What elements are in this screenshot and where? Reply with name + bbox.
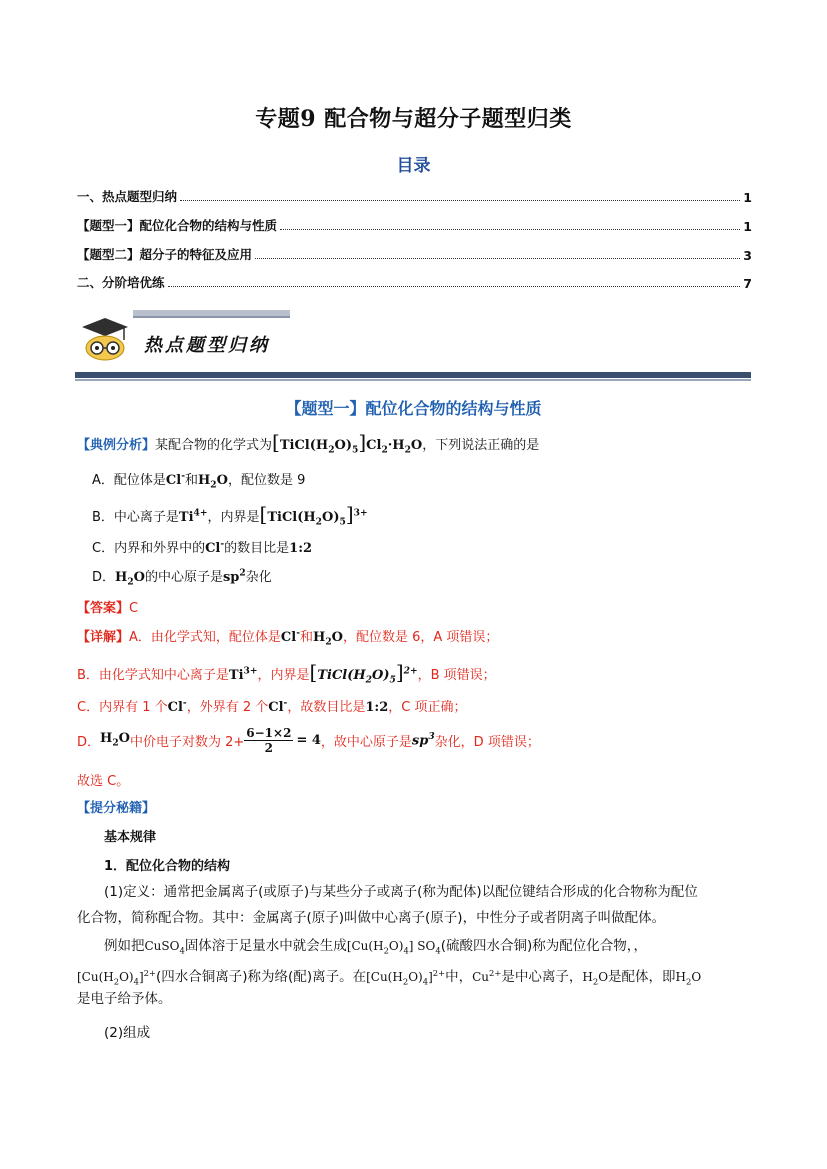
explanation-text: A．由化学式知，配位体是 <box>129 630 281 645</box>
explanation-text: ，外界有 2 个 <box>186 700 269 715</box>
toc-entry[interactable] <box>77 187 752 205</box>
option-d[interactable] <box>92 566 272 588</box>
option-c[interactable] <box>92 537 312 556</box>
ratio-value: 1:2 <box>365 700 389 715</box>
paragraph-text: 是配体，即 <box>608 969 676 985</box>
explanation-text: ，故中心原子是 <box>320 734 412 750</box>
formula-inner-sphere: $[TiCl(H_2O)_5]^{3+}$ <box>259 502 368 528</box>
option-d-mid: 的中心原子是 <box>144 570 223 585</box>
option-a[interactable] <box>92 469 305 491</box>
toc-leader <box>180 200 740 201</box>
explanation-text: C．内界有 1 个 <box>77 700 168 715</box>
option-a-text: A．配位体是 <box>92 473 166 488</box>
explanation-text: ，C 项正确； <box>388 700 467 715</box>
explanation-text: 中价电子对数为 2+ <box>129 734 245 750</box>
formula-h2o: $H_2O$ <box>582 970 609 987</box>
toc-entry[interactable] <box>77 245 752 263</box>
formula-cl-ion: Cl- <box>268 697 288 715</box>
toc-entry-label: 【题型一】配位化合物的结构与性质 <box>77 218 278 233</box>
toc-entry[interactable] <box>77 216 752 234</box>
formula-h2o: $H_2O$ <box>115 570 145 588</box>
explanation-text: ，配位数是 6，A 项错误； <box>342 630 499 645</box>
paragraph-text: 中， <box>445 969 473 985</box>
explanation-line-d <box>77 722 540 758</box>
example-stem <box>77 430 539 456</box>
explanation-tag: 【详解】 <box>77 630 130 645</box>
stem-suffix: ，下列说法正确的是 <box>422 438 540 453</box>
conclusion: 故选 C。 <box>77 774 130 789</box>
formula-complex-ion: $[Cu(H_2O)_4]^{2+}$ <box>77 968 157 987</box>
tips-subhead: 基本规律 <box>104 830 157 845</box>
explanation-text: ，故数目比是 <box>287 700 366 715</box>
explanation-text: D． <box>77 734 101 750</box>
scholar-owl-icon <box>80 316 130 362</box>
formula-sp2: $sp^2$ <box>222 567 246 585</box>
answer-value: C <box>129 601 139 616</box>
formula-ti-ion: $Ti^{4+}$ <box>178 507 208 525</box>
formula-h2o: $H_2O$ <box>198 473 228 491</box>
example-line-1 <box>104 933 647 963</box>
tips-tag: 【提分秘籍】 <box>77 801 156 816</box>
example-tag: 【典例分析】 <box>77 438 156 453</box>
toc-entry-label: 【题型二】超分子的特征及应用 <box>77 247 253 262</box>
fraction-result: = 4 <box>296 732 321 748</box>
section-divider <box>75 372 751 378</box>
explanation-text: 和 <box>300 630 314 645</box>
option-c-mid: 的数目比是 <box>224 541 290 556</box>
formula-sp3: $sp^3$ <box>411 731 435 749</box>
paragraph-text: 例如把 <box>104 938 145 954</box>
option-b[interactable] <box>92 502 368 528</box>
formula-h2o: $H_2O$ <box>313 630 343 648</box>
section-divider-thin <box>75 379 751 381</box>
formula-complex-salt: $[Cu(H_2O)_4]$ $SO_4$ <box>346 939 441 956</box>
banner-bar-shadow <box>133 316 290 318</box>
fraction-denominator: 2 <box>264 740 274 755</box>
formula-cl-ion: Cl- <box>165 470 185 488</box>
paragraph-text: (四水合铜离子)称为络(配)离子。在 <box>156 969 367 985</box>
option-b-mid: ，内界是 <box>207 510 260 525</box>
example-line-3: 是电子给予体。 <box>77 991 172 1007</box>
option-d-suffix: 杂化 <box>245 570 272 585</box>
composition-heading: (2)组成 <box>104 1025 151 1041</box>
toc-entry-label: 二、分阶培优练 <box>77 275 165 290</box>
paragraph-text: (硫酸四水合铜)称为配位化合物，， <box>440 938 647 954</box>
toc-leader <box>255 258 740 259</box>
definition-line-2: 化合物，简称配合物。其中：金属离子(原子)叫做中心离子(原子)，中性分子或者阴离子叫做配体。 <box>77 910 666 926</box>
formula-cl-ion: Cl- <box>205 538 225 556</box>
stem-prefix: 某配合物的化学式为 <box>155 438 273 453</box>
page-title: 专题9 配合物与超分子题型归类 <box>255 106 572 132</box>
formula-h2o: $H_2O$ <box>100 731 130 749</box>
toc-entry-page: 7 <box>743 276 752 291</box>
fraction <box>244 726 293 755</box>
paragraph-text: 固体溶于足量水中就会生成 <box>184 938 347 954</box>
explanation-text: ，内界是 <box>257 668 310 683</box>
formula-cuso4: CuSO$_4$ <box>144 939 185 956</box>
explanation-text: B．由化学式知中心离子是 <box>77 668 229 683</box>
toc-entry-page: 1 <box>743 190 752 205</box>
fraction-numerator: 6−1×2 <box>246 725 292 740</box>
formula-h2o: $H_2O$ <box>675 970 702 987</box>
formula-cu-ion: $Cu^{2+}$ <box>472 968 502 984</box>
toc-entry[interactable] <box>77 273 752 291</box>
section-heading: 【题型一】配位化合物的结构与性质 <box>285 399 542 418</box>
explanation-line-b <box>77 660 496 686</box>
toc-entry-page: 1 <box>743 219 752 234</box>
formula-inner-sphere: $[TiCl(H_2O)_5]^{2+}$ <box>309 660 418 686</box>
toc-leader <box>280 229 740 230</box>
explanation-text: ，B 项错误； <box>417 668 496 683</box>
answer-line <box>77 597 138 616</box>
explanation-line-c <box>77 696 466 715</box>
definition-line-1: (1)定义：通常把金属离子(或原子)与某些分子或离子(称为配体)以配位键结合形成的化合物称为配位 <box>104 884 698 900</box>
explanation-text: 杂化，D 项错误； <box>434 734 540 750</box>
toc-entry-page: 3 <box>743 248 752 263</box>
option-b-text: B．中心离子是 <box>92 510 179 525</box>
option-c-text: C．内界和外界中的 <box>92 541 206 556</box>
toc-heading: 目录 <box>396 156 431 176</box>
formula-ti-ion: $Ti^{3+}$ <box>228 665 258 683</box>
formula-complex: $[TiCl(H_2O)_5]Cl_2\cdot H_2O$ <box>272 430 423 456</box>
explanation-line-a <box>77 626 498 648</box>
option-d-text: D． <box>92 570 116 585</box>
option-c-ratio: 1:2 <box>289 541 313 556</box>
option-a-suffix: ，配位数是 9 <box>227 473 306 488</box>
toc-leader <box>168 286 741 287</box>
tips-point: 1．配位化合物的结构 <box>104 859 231 874</box>
formula-complex-ion: $[Cu(H_2O)_4]^{2+}$ <box>366 968 446 987</box>
toc-entry-label: 一、热点题型归纳 <box>77 189 178 204</box>
banner-title: 热点题型归纳 <box>144 335 270 356</box>
formula-cl-ion: Cl- <box>167 697 187 715</box>
formula-cl-ion: Cl- <box>280 627 300 645</box>
paragraph-text: 是中心离子， <box>501 969 583 985</box>
option-a-mid: 和 <box>184 473 198 488</box>
answer-tag: 【答案】 <box>77 601 130 616</box>
